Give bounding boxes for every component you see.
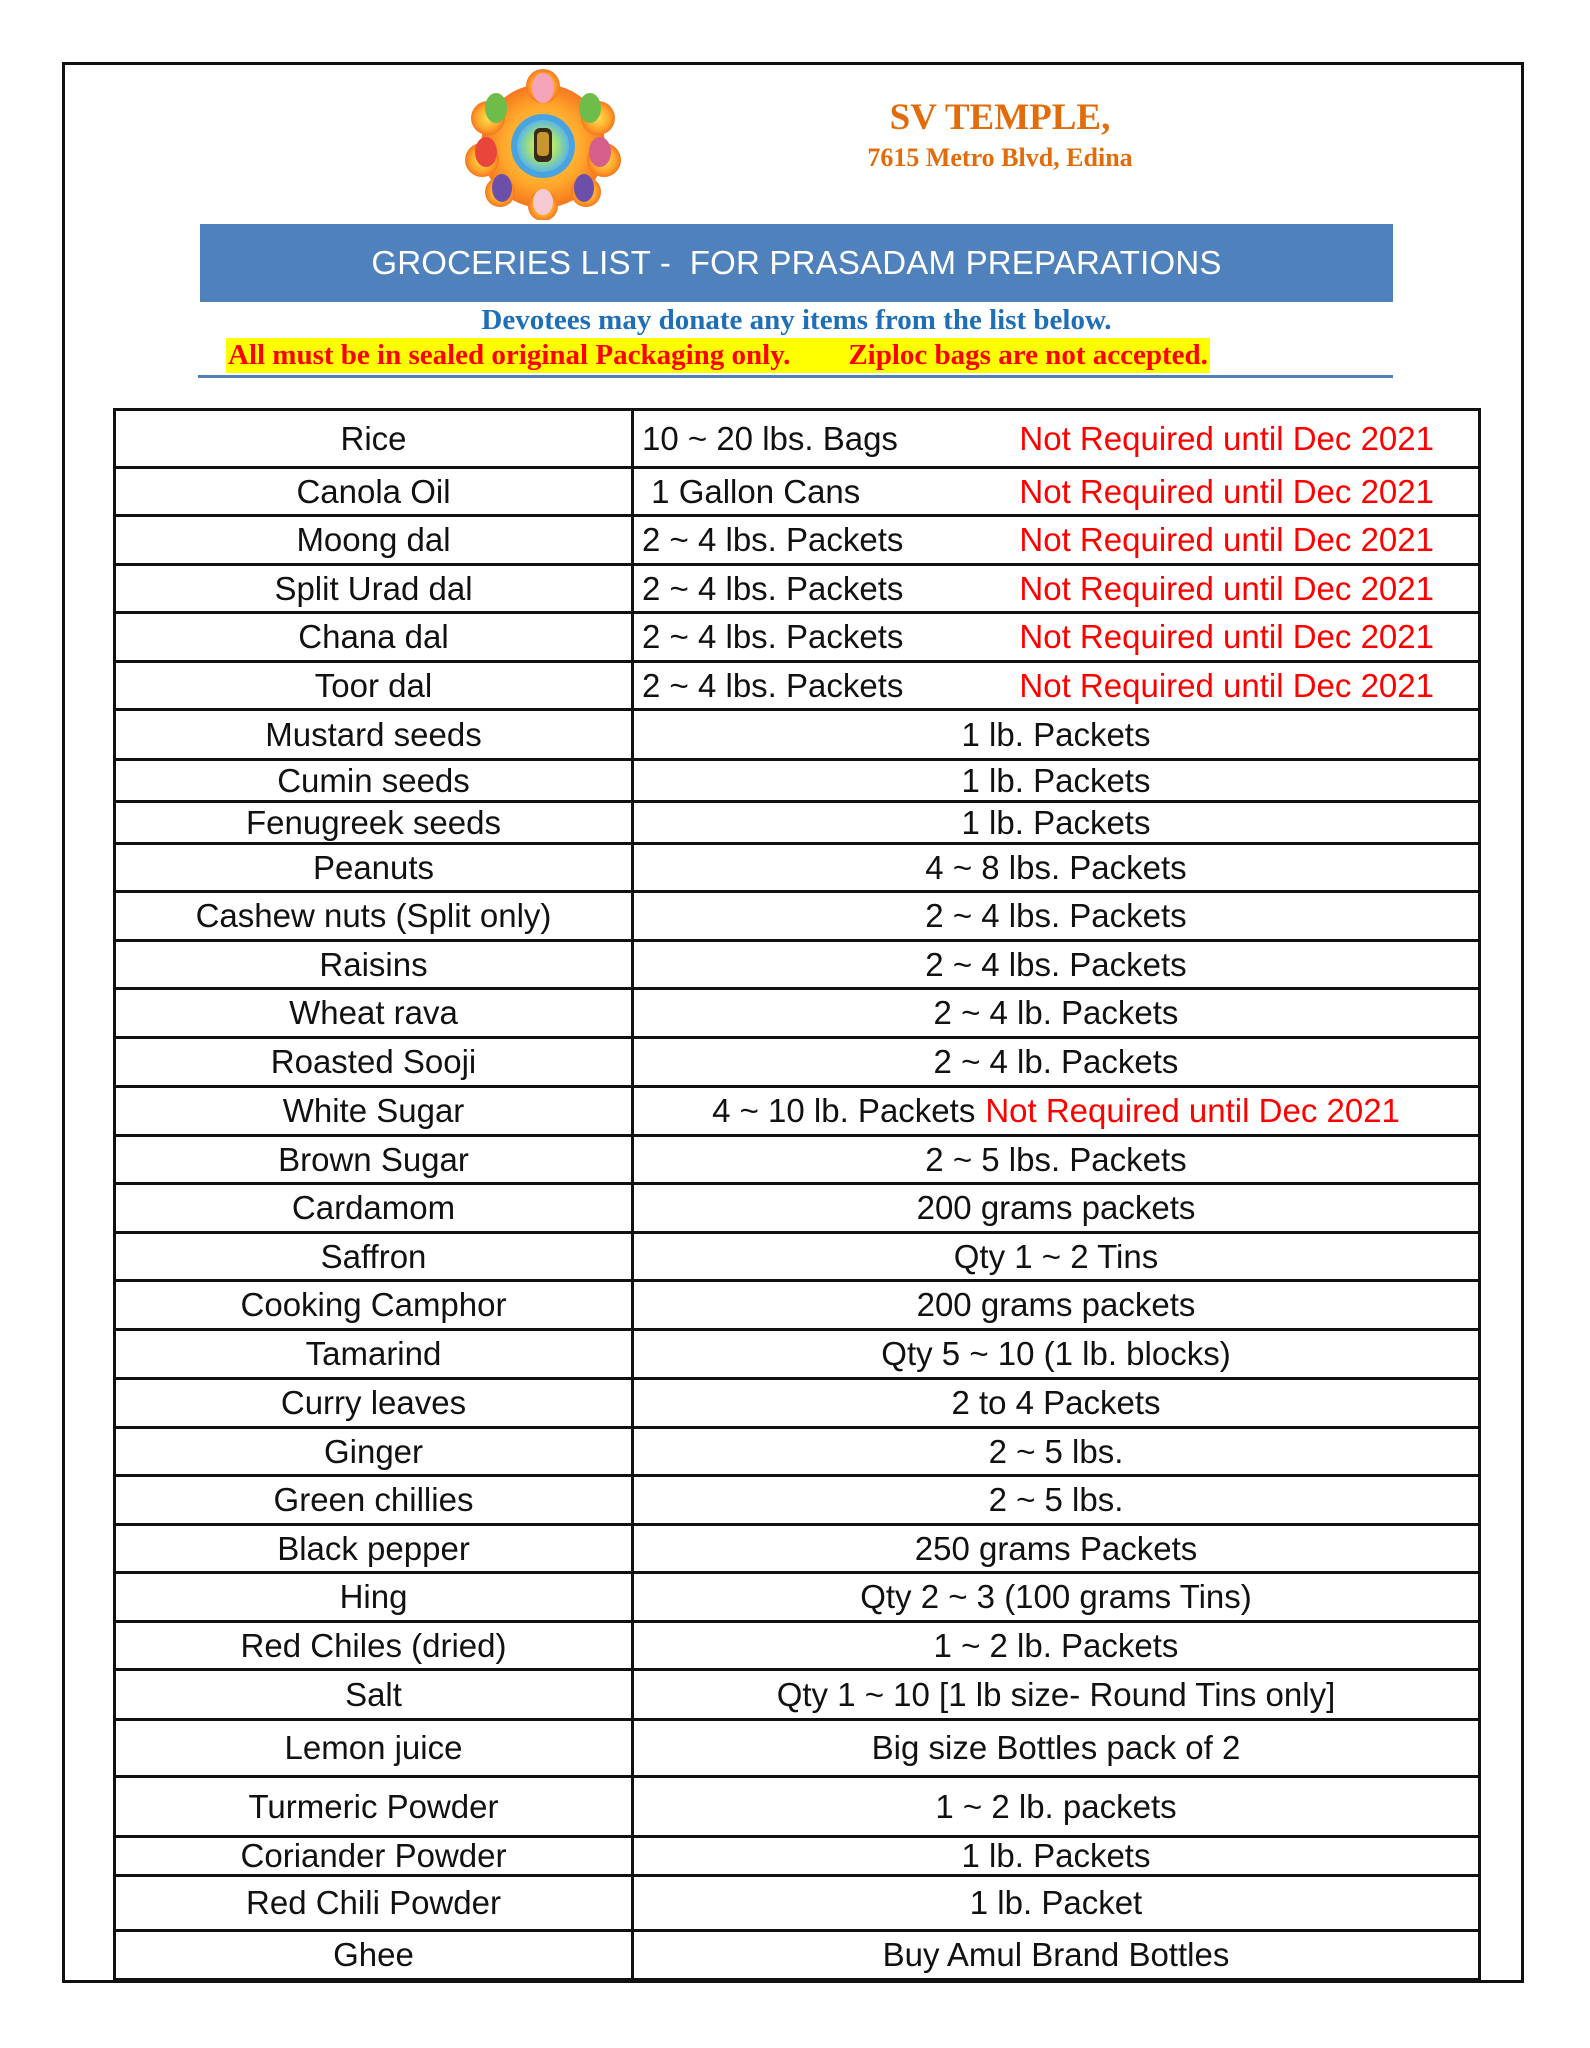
item-quantity-cell — [633, 760, 1480, 802]
item-quantity-cell — [633, 989, 1480, 1038]
item-quantity-cell — [633, 1476, 1480, 1525]
item-quantity: 2 ~ 4 lbs. Packets — [642, 666, 904, 704]
item-name: Cashew nuts (Split only) — [115, 892, 633, 941]
item-name: Ginger — [115, 1428, 633, 1476]
not-required-note: Not Required until Dec 2021 — [1019, 569, 1434, 607]
table-row — [115, 1476, 1480, 1525]
item-quantity-cell — [633, 1573, 1480, 1622]
item-name: Cumin seeds — [115, 760, 633, 802]
table-row — [115, 760, 1480, 802]
table-row — [115, 565, 1480, 613]
item-name: Wheat rava — [115, 989, 633, 1038]
table-row — [115, 1876, 1480, 1931]
item-quantity: Buy Amul Brand Bottles — [882, 1936, 1230, 1973]
item-name: Hing — [115, 1573, 633, 1622]
item-quantity-cell — [633, 1087, 1480, 1136]
item-quantity: 200 grams packets — [916, 1286, 1196, 1323]
item-quantity-cell — [633, 1622, 1480, 1670]
item-quantity: Qty 2 ~ 3 (100 grams Tins) — [860, 1578, 1252, 1615]
item-quantity: 2 ~ 4 lbs. Packets — [925, 945, 1187, 983]
table-row — [115, 1330, 1480, 1379]
item-quantity: 2 ~ 5 lbs. — [988, 1432, 1124, 1470]
table-row — [115, 662, 1480, 710]
item-quantity: Qty 1 ~ 10 [1 lb size- Round Tins only] — [776, 1675, 1336, 1713]
item-quantity-cell — [633, 802, 1480, 844]
table-row — [115, 989, 1480, 1038]
item-quantity: Qty 5 ~ 10 (1 lb. blocks) — [881, 1335, 1231, 1372]
item-quantity-cell — [633, 844, 1480, 892]
temple-name: SV TEMPLE, — [889, 97, 1111, 138]
item-name: Curry leaves — [115, 1379, 633, 1428]
title-banner — [200, 224, 1393, 302]
item-name: Moong dal — [115, 516, 633, 565]
item-quantity-cell — [633, 1281, 1480, 1330]
item-quantity: 2 ~ 4 lb. Packets — [933, 994, 1179, 1031]
quantity-with-note — [634, 619, 1478, 655]
item-name: Fenugreek seeds — [115, 802, 633, 844]
item-name: Cardamom — [115, 1184, 633, 1233]
item-quantity: 2 ~ 5 lbs. Packets — [925, 1140, 1187, 1178]
table-row — [115, 1670, 1480, 1720]
item-quantity: 1 lb. Packets — [961, 1837, 1151, 1874]
item-quantity: 2 ~ 5 lbs. — [988, 1481, 1124, 1518]
quantity-with-note — [634, 668, 1478, 704]
item-quantity-cell — [633, 1233, 1480, 1281]
item-quantity-cell — [633, 1876, 1480, 1931]
table-row — [115, 1233, 1480, 1281]
item-name: Roasted Sooji — [115, 1038, 633, 1087]
table-row — [115, 1087, 1480, 1136]
item-quantity-cell — [633, 1720, 1480, 1777]
not-required-note: Not Required until Dec 2021 — [985, 1092, 1400, 1129]
not-required-note: Not Required until Dec 2021 — [1019, 666, 1434, 704]
item-name: Black pepper — [115, 1525, 633, 1573]
temple-address: 7615 Metro Blvd, Edina — [867, 143, 1133, 172]
item-name: Green chillies — [115, 1476, 633, 1525]
item-quantity-cell — [633, 941, 1480, 989]
table-row — [115, 1428, 1480, 1476]
table-row — [115, 1184, 1480, 1233]
header-divider — [198, 375, 1393, 378]
item-quantity-cell — [633, 516, 1480, 565]
item-quantity: 2 ~ 4 lbs. Packets — [642, 521, 904, 558]
item-quantity: 1 lb. Packets — [961, 761, 1151, 799]
item-name: Canola Oil — [115, 468, 633, 516]
item-quantity-cell — [633, 1038, 1480, 1087]
item-name: Brown Sugar — [115, 1136, 633, 1184]
item-quantity-cell — [633, 468, 1480, 516]
table-row — [115, 892, 1480, 941]
item-quantity-cell — [633, 565, 1480, 613]
table-row — [115, 710, 1480, 760]
table-row — [115, 410, 1480, 468]
item-name: White Sugar — [115, 1087, 633, 1136]
item-name: Red Chili Powder — [115, 1876, 633, 1931]
warning-ziploc: Ziploc bags are not accepted. — [848, 339, 1208, 371]
item-quantity: 4 ~ 8 lbs. Packets — [925, 848, 1187, 886]
item-quantity: 1 lb. Packets — [961, 803, 1151, 841]
groceries-table-body — [115, 410, 1480, 1980]
item-quantity-cell — [633, 410, 1480, 468]
item-name: Cooking Camphor — [115, 1281, 633, 1330]
item-quantity-cell — [633, 1670, 1480, 1720]
table-row — [115, 468, 1480, 516]
table-row — [115, 1931, 1480, 1980]
item-quantity-cell — [633, 1777, 1480, 1837]
quantity-with-note — [634, 421, 1478, 457]
table-row — [115, 1136, 1480, 1184]
item-name: Red Chiles (dried) — [115, 1622, 633, 1670]
temple-logo-icon — [460, 68, 626, 220]
item-quantity-cell — [633, 1184, 1480, 1233]
quantity-with-note — [634, 474, 1478, 510]
donate-notice: Devotees may donate any items from the list below. — [481, 304, 1112, 336]
item-quantity: 1 ~ 2 lb. packets — [935, 1787, 1177, 1825]
table-row — [115, 802, 1480, 844]
item-quantity: 4 ~ 10 lb. Packets — [712, 1092, 976, 1129]
table-row — [115, 1379, 1480, 1428]
item-quantity: 10 ~ 20 lbs. Bags — [642, 419, 898, 457]
item-name: Peanuts — [115, 844, 633, 892]
table-row — [115, 1622, 1480, 1670]
item-quantity-cell — [633, 613, 1480, 662]
item-quantity-cell — [633, 1330, 1480, 1379]
item-quantity: Big size Bottles pack of 2 — [871, 1729, 1241, 1766]
banner-title: GROCERIES LIST - FOR PRASADAM PREPARATIONS — [371, 244, 1222, 281]
item-name: Lemon juice — [115, 1720, 633, 1777]
item-quantity-cell — [633, 710, 1480, 760]
table-row — [115, 613, 1480, 662]
item-quantity: 1 ~ 2 lb. Packets — [933, 1626, 1179, 1664]
table-row — [115, 1525, 1480, 1573]
quantity-with-note — [634, 571, 1478, 607]
table-row — [115, 1777, 1480, 1837]
item-name: Salt — [115, 1670, 633, 1720]
groceries-table — [113, 408, 1481, 1981]
item-quantity-cell — [633, 1428, 1480, 1476]
table-row — [115, 516, 1480, 565]
item-name: Coriander Powder — [115, 1837, 633, 1876]
item-name: Turmeric Powder — [115, 1777, 633, 1837]
item-quantity-cell — [633, 1931, 1480, 1980]
item-quantity-cell — [633, 662, 1480, 710]
item-quantity-cell — [633, 1136, 1480, 1184]
item-name: Toor dal — [115, 662, 633, 710]
item-quantity-cell — [633, 1379, 1480, 1428]
item-name: Raisins — [115, 941, 633, 989]
item-quantity-cell — [633, 1525, 1480, 1573]
item-name: Mustard seeds — [115, 710, 633, 760]
warning-sealed-packaging: All must be in sealed original Packaging only. — [228, 339, 791, 371]
table-row — [115, 1720, 1480, 1777]
table-row — [115, 1038, 1480, 1087]
item-quantity: 200 grams packets — [916, 1189, 1196, 1226]
item-name: Ghee — [115, 1931, 633, 1980]
item-name: Chana dal — [115, 613, 633, 662]
not-required-note: Not Required until Dec 2021 — [1019, 419, 1434, 457]
table-row — [115, 844, 1480, 892]
item-quantity: 2 ~ 4 lbs. Packets — [925, 897, 1187, 934]
not-required-note: Not Required until Dec 2021 — [1019, 618, 1434, 655]
item-quantity: Qty 1 ~ 2 Tins — [953, 1237, 1159, 1275]
item-quantity-cell — [633, 1837, 1480, 1876]
item-quantity: 2 to 4 Packets — [951, 1384, 1161, 1421]
item-name: Tamarind — [115, 1330, 633, 1379]
not-required-note: Not Required until Dec 2021 — [1019, 472, 1434, 510]
quantity-with-note — [634, 522, 1478, 558]
item-quantity: 1 lb. Packets — [961, 715, 1151, 753]
item-name: Rice — [115, 410, 633, 468]
table-row — [115, 1573, 1480, 1622]
table-row — [115, 1281, 1480, 1330]
item-quantity: 2 ~ 4 lb. Packets — [933, 1043, 1179, 1080]
item-quantity: 2 ~ 4 lbs. Packets — [642, 618, 904, 655]
quantity-with-note — [634, 1093, 1478, 1129]
not-required-note: Not Required until Dec 2021 — [1019, 521, 1434, 558]
item-quantity-cell — [633, 892, 1480, 941]
item-quantity: 1 Gallon Cans — [642, 472, 861, 510]
table-row — [115, 941, 1480, 989]
packaging-warning — [226, 338, 1210, 373]
item-name: Saffron — [115, 1233, 633, 1281]
item-quantity: 1 lb. Packet — [969, 1884, 1143, 1921]
item-quantity: 2 ~ 4 lbs. Packets — [642, 569, 904, 607]
item-quantity: 250 grams Packets — [914, 1529, 1198, 1567]
table-row — [115, 1837, 1480, 1876]
item-name: Split Urad dal — [115, 565, 633, 613]
